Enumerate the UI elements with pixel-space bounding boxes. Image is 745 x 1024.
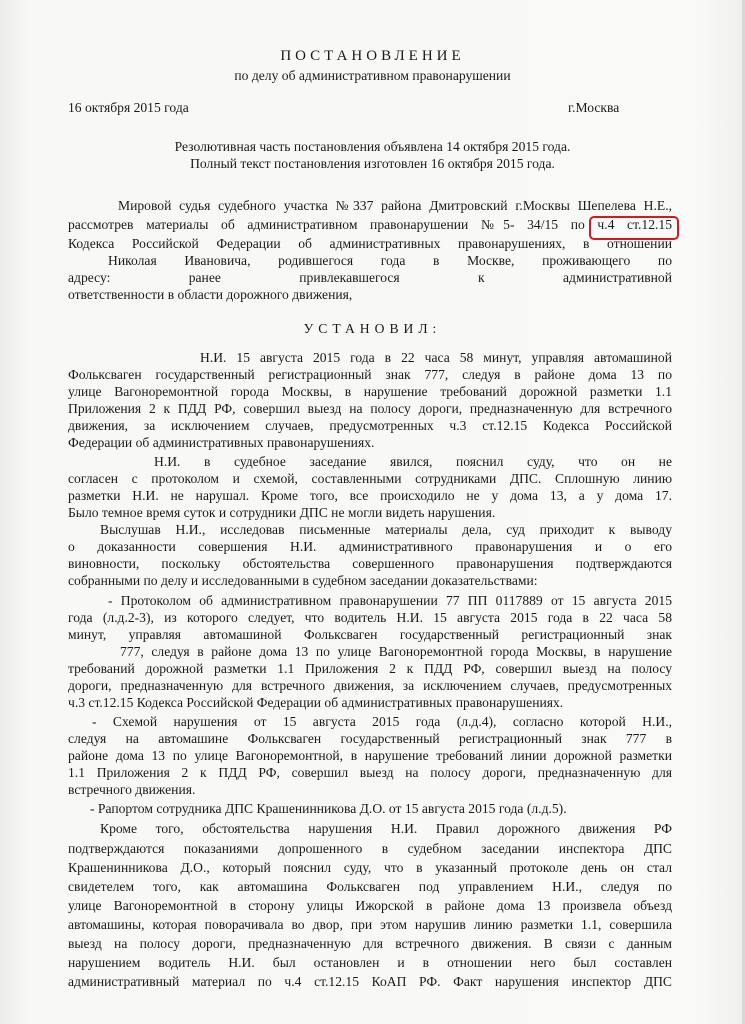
body-line: Федерации об административных правонарушениях. bbox=[68, 435, 375, 450]
body-line: 777, следуя в районе дома 13 по улице Вагоноремонтной города Москвы, в нарушение bbox=[120, 644, 672, 659]
body-line: улице Вагоноремонтной города Москвы, в нарушение требований дорожной разметки 1.1 bbox=[68, 384, 672, 399]
intro-line: рассмотрев материалы об административном правонарушении №5- 34/15 по ч.4 ст.12.15 bbox=[68, 217, 672, 232]
body-line: виновности, поскольку обстоятельства совершенного правонарушения подтверждаются bbox=[68, 556, 672, 571]
intro-line: Николая Ивановича, родившегося года в Москве, проживающего по bbox=[108, 253, 672, 268]
announce-line-1: Резолютивная часть постановления объявлена 14 октября 2015 года. bbox=[174, 139, 571, 154]
intro-line: адресу: ранее привлекавшегося к административной bbox=[68, 270, 672, 285]
document-city: г.Москва bbox=[568, 100, 620, 115]
body-line: Выслушав Н.И., исследовав письменные материалы дела, суд приходит к выводу bbox=[100, 522, 672, 537]
body-line: года (л.д.2-3), из которого следует, что водитель Н.И. 15 августа 2015 года в 22 часа 58 bbox=[68, 610, 672, 625]
body-line: следуя на автомашине Фольксваген государственный регистрационный знак 777 в bbox=[68, 731, 672, 746]
body-line: собранными по делу и исследованными в судебном заседании доказательствами: bbox=[68, 573, 538, 588]
document-title: ПОСТАНОВЛЕНИЕ bbox=[280, 48, 465, 64]
announce-line-2: Полный текст постановления изготовлен 16 октября 2015 года. bbox=[190, 156, 555, 171]
body-line: Н.И. в судебное заседание явился, пояснил суду, что он не bbox=[154, 454, 672, 469]
body-line: Приложения 2 к ПДД РФ, совершил выезд на полосу дороги, предназначенную для встречного bbox=[68, 401, 672, 416]
document-date: 16 октября 2015 года bbox=[68, 100, 189, 115]
document-subtitle: по делу об административном правонарушении bbox=[234, 68, 511, 83]
body-line: улице Вагоноремонтной в сторону улицы Ижорской в районе дома 13 произвела объезд bbox=[68, 898, 672, 913]
body-line: Крашенинникова Д.О., который пояснил суду, что в указанный протоколе день он стал bbox=[68, 860, 672, 875]
highlight-box bbox=[589, 216, 679, 240]
body-line: 1.1 Приложения 2 к ПДД РФ, совершил выезд на полосу дороги, предназначенную для bbox=[68, 765, 672, 780]
body-line: - Протоколом об административном правонарушении 77 ПП 0117889 от 15 августа 2015 bbox=[108, 593, 672, 608]
body-line: районе дома 13 по улице Вагоноремонтной, в нарушение требований линии дорожной разметки bbox=[68, 748, 672, 763]
body-line: требований дорожной разметки 1.1 Приложения 2 к ПДД РФ, совершил выезд на полосу bbox=[68, 661, 672, 676]
body-line: свидетелем того, как автомашина Фольксваген под управлением Н.И., следуя по bbox=[68, 879, 672, 894]
body-line: ч.3 ст.12.15 Кодекса Российской Федерации об административных правонарушениях. bbox=[68, 695, 564, 710]
intro-line: ответственности в области дорожного движения, bbox=[68, 287, 353, 302]
body-line: выезд на полосу дороги, предназначенную для встречного движения. В связи с данным bbox=[68, 936, 672, 951]
body-line: дороги, предназначенную для встречного движения, за исключением случаев, предусмотренных bbox=[68, 678, 672, 693]
body-line: согласен с протоколом и схемой, составленными сотрудниками ДПС. Сплошную линию bbox=[68, 471, 672, 486]
body-line: нарушением водитель Н.И. был остановлен и в отношении него был составлен bbox=[68, 955, 672, 970]
body-line: о доказанности совершения Н.И. административного правонарушения и о его bbox=[68, 539, 672, 554]
intro-line: Мировой судья судебного участка №337 района Дмитровский г.Москвы Шепелева Н.Е., bbox=[118, 198, 672, 213]
body-line: - Рапортом сотрудника ДПС Крашенинникова Д.О. от 15 августа 2015 года (л.д.5). bbox=[90, 801, 567, 816]
body-line: движения, за исключением случаев, предусмотренных ч.3 ст.12.15 Кодекса Российской bbox=[68, 418, 672, 433]
body-line: - Схемой нарушения от 15 августа 2015 года (л.д.4), согласно которой Н.И., bbox=[92, 714, 672, 729]
body-line: минут, управляя автомашиной Фольксваген государственный регистрационный знак bbox=[68, 627, 672, 642]
body-line: встречного движения. bbox=[68, 782, 196, 797]
body-line: административный материал по ч.4 ст.12.15 КоАП РФ. Факт нарушения инспектор ДПС bbox=[68, 974, 672, 989]
body-line: Было темное время суток и сотрудники ДПС не могли видеть нарушения. bbox=[68, 505, 496, 520]
body-line: Фольксваген государственный регистрационный знак 777, следуя в районе дома 13 по bbox=[68, 367, 672, 382]
body-line: разметки Н.И. не нарушал. Кроме того, все происходило не у дома 13, а у дома 17. bbox=[68, 488, 672, 503]
intro-line: Кодекса Российской Федерации об административных правонарушениях, в отношении bbox=[68, 236, 672, 251]
body-line: Н.И. 15 августа 2015 года в 22 часа 58 минут, управляя автомашиной bbox=[200, 350, 672, 365]
section-heading: УСТАНОВИЛ: bbox=[303, 321, 442, 336]
body-line: подтверждаются показаниями допрошенного в судебном заседании инспектора ДПС bbox=[68, 841, 672, 856]
body-line: автомашины, которая поворачивала во двор, при этом нарушив линию разметки 1.1, совершила bbox=[68, 917, 672, 932]
body-line: Кроме того, обстоятельства нарушения Н.И. Правил дорожного движения РФ bbox=[100, 821, 672, 836]
